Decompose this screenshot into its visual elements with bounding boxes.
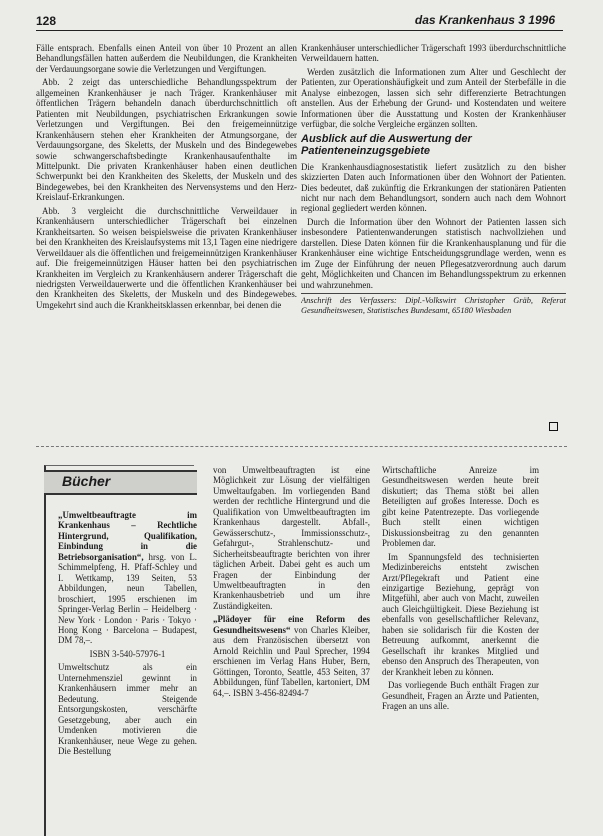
section-heading: Ausblick auf die Auswertung der Patienteneinzugsgebiete xyxy=(301,132,472,158)
column-books-3 xyxy=(382,465,539,810)
book-entry-1 xyxy=(58,510,197,646)
book-isbn: ISBN 3-540-57976-1 xyxy=(89,648,166,659)
review-paragraph: Im Spannungsfeld des technisierten Medizinbereichs entsteht zwischen Arzt/Pflegekraft und Patient eine einzigartige Beziehung, geprägt von Mitgefühl, aber auch von Macht, zuweilen auch Gleichgültigkeit. Diese Beziehung ist ebenfalls von gesellschaftlicher Relevanz, haben sie solidarisch für die Kosten der Betreuung aufkommt, anerkennt die Gesellschaft ihr krankes Mitglied und ebenso den Anspruch des Therapeuten, von der Krankheit leben zu können. xyxy=(382,551,539,677)
paragraph: Abb. 3 vergleicht die durchschnittliche Verweildauer in Krankenhäusern unterschiedlicher Trägerschaft bei einzelnen Krankheitsarten. So weisen beispielsweise die privaten Krankenhäuser bei den Krankheiten des Kreislaufsystems mit 13,1 Tagen eine niedrigere Verweildauer als die öffentlichen und freigemeinnützigen Krankenhäuser auf. Die freigemeinnützigen Häuser hatten bei den psychiatrischen Krankheiten im Vergleich zu Krankenhäusern anderer Trägerschaft die niedrigsten Verweildauerwerte und die öffentlichen Krankenhäuser bei den Krankheiten des Skeletts, der Muskeln und des Bindegewebes. Umgekehrt sind auch die Krankheitsklassen erkennbar, bei denen die xyxy=(36,205,297,310)
paragraph: Krankenhäuser unterschiedlicher Trägerschaft 1993 überdurchschnittliche Verweildauern hatten. xyxy=(301,43,566,64)
author-address: Anschrift des Verfassers: Dipl.-Volkswirt Christopher Gräb, Referat Gesundheitswesen, Statistisches Bundesamt, 65180 Wiesbaden xyxy=(301,296,566,316)
review-paragraph: Umweltschutz als ein Unternehmensziel gewinnt in Krankenhäusern immer mehr an Bedeutung. Steigende Entsorgungskosten, verschärfte Gesetzgebung, aber auch ein Umdenken motivieren die Krankenhäuser, neue Wege zu gehen. Die Bestellung xyxy=(58,662,197,756)
book-details: von Charles Kleiber, aus dem Französischen übersetzt von Arnold Reichlin und Paul Sprecher, 1994 erschienen im Verlag Hans Huber, Bern, Göttingen, Toronto, Seattle, 453 Seiten, 37 Abbildungen, fünf Tabellen, kartoniert, DM 64,–. ISBN 3-456-82494-7 xyxy=(213,624,370,698)
paragraph: Werden zusätzlich die Informationen zum Alter und Geschlecht der Patienten, zur Operationshäufigkeit und zum Anteil der Sterbefälle in die Analyse einbezogen, lassen sich sehr differenzierte Betrachtungen anstellen. Aus der Erhebung der Grund- und Kostendaten und weitere Informationen über die Ausstattung und Kosten der Krankenhäuser verfügbar, die solche Vergleiche ergänzen sollten. xyxy=(301,66,566,130)
book-title: „Umweltbeauftragte im Krankenhaus – Rechtliche Hintergrund, Qualifikation, Einbindung in die Betriebsorganisation“, xyxy=(58,510,197,562)
section-separator xyxy=(36,446,567,447)
book-title: „Plädoyer für eine Reform des Gesundheitswesens“ xyxy=(213,614,370,635)
journal-title: das Krankenhaus 3 1996 xyxy=(414,13,555,27)
note-divider xyxy=(301,293,566,294)
header-rule xyxy=(36,30,563,31)
books-heading: Bücher xyxy=(62,473,111,489)
paragraph: Fälle entsprach. Ebenfalls einen Anteil von über 10 Prozent an allen Behandlungsfällen hatten außerdem die Neubildungen, die Krankheiten der Verdauungsorgane sowie die Verletzungen und Vergiftungen. xyxy=(36,43,297,74)
review-paragraph: Das vorliegende Buch enthält Fragen zur Gesundheit, Fragen an Ärzte und Patienten, Fragen an uns alle. xyxy=(382,680,539,711)
review-paragraph: Wirtschaftliche Anreize im Gesundheitswesen werden heute breit diskutiert; das Thema stößt bei allen Beteiligten auf großes Interesse. Doch es gibt keine Patentrezepte. Das vorliegende Buch stellt einen wichtigen Diskussionsbeitrag zu den genannten Problemen dar. xyxy=(382,465,539,549)
column-books-1 xyxy=(58,510,197,810)
paragraph: Die Krankenhausdiagnosestatistik liefert zusätzlich zu den bisher skizzierten Daten auch Informationen über den Wohnort der Patienten. Dies bedeutet, daß zukünftig die Erkrankungen der stationären Patienten nicht nur nach dem Behandlungsort, sondern auch nach dem Wohnort regional gegliedert werden können. xyxy=(301,161,566,214)
book-entry-2 xyxy=(213,614,370,698)
column-right-article xyxy=(301,43,566,438)
paragraph: Durch die Information über den Wohnort der Patienten lassen sich insbesondere Patientenwanderungen statistisch nachvollziehen und darstellen. Diese Daten können für die Krankenhausplanung und für die Krankenhäuser eine wichtige Entscheidungsgrundlage werden, wenn es im Zuge der Einführung der neuen Pflegesatzverordnung auch darum geht, Möglichkeiten und Chancen im Behandlungsspektrum zu erkennen und wahrzunehmen. xyxy=(301,216,566,290)
book-details: hrsg. von L. Schimmelpfeng, H. Pfaff-Schley und I. Wettkamp, 139 Seiten, 53 Abbildungen, neun Tabellen, broschiert, 1995 erschienen im Springer-Verlag Berlin – Heidelberg · New York · London · Paris · Tokyo · Hong Kong · Barcelona – Budapest, DM 78,–. xyxy=(58,551,197,646)
page-number: 128 xyxy=(36,14,57,28)
column-books-2 xyxy=(213,465,370,810)
review-paragraph: von Umweltbeauftragten ist eine Möglichkeit zur Lösung der vielfältigen Umweltaufgaben. Im vorliegenden Band werden der rechtliche Hintergrund und die Qualifikation von Umweltbeauftragten im Krankenhaus dargestellt. Abfall-, Gewässerschutz-, Immissionsschutz-, Gefahrgut-, Strahlenschutz- und Sicherheitsbeauftragte berichten von ihrer täglichen Arbeit. Dabei geht es auch um Fragen der Einbindung der Umweltbeauftragten in den Krankenhausbetrieb und um ihre Zuständigkeiten. xyxy=(213,465,370,611)
column-left-article xyxy=(36,43,297,433)
end-of-article-mark xyxy=(549,422,558,431)
paragraph: Abb. 2 zeigt das unterschiedliche Behandlungsspektrum der allgemeinen Krankenhäuser je nach Träger. Krankenhäuser mit öffentlichen Trägern behandeln danach überdurchschnittlich oft Patienten mit Neubildungen, psychiatrischen Erkrankungen sowie Verletzungen und Vergiftungen. Bei den freigemeinnützige Krankenhäusern stehen eher Krankheiten der Atmungsorgane, der Verdauungsorgane, des Skeletts, der Muskeln und des Bindegewebes sowie schwangerschaftsbedingte Krankenhausaufenthalte im Mittelpunkt. Die privaten Krankenhäuser haben einen deutlichen Schwerpunkt bei den Krankheiten des Skeletts, der Muskeln und des Bindegewebes, bei den Krankheiten des Nervensystems und den Herz-Kreislauf-Erkrankungen. xyxy=(36,77,297,203)
